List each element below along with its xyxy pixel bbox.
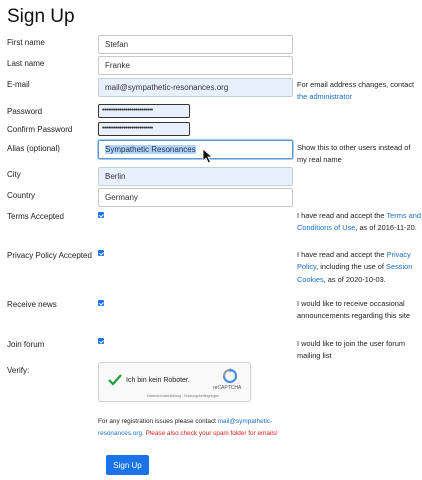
captcha-text: Ich bin kein Roboter.: [126, 377, 190, 384]
forum-label: Join forum: [7, 340, 45, 349]
alias-input[interactable]: [98, 140, 293, 159]
terms-checkbox[interactable]: [98, 212, 104, 218]
news-checkbox[interactable]: [98, 300, 104, 306]
privacy-policy-link[interactable]: Privacy Policy: [297, 250, 411, 272]
city-input[interactable]: Berlin: [98, 167, 293, 186]
terms-help-pre: I have read and accept the: [297, 211, 387, 220]
alias-label: Alias (optional): [7, 144, 60, 153]
session-cookies-link[interactable]: Session Cookies: [297, 262, 413, 284]
city-label: City: [7, 170, 21, 179]
last-name-input[interactable]: Franke: [98, 56, 293, 75]
terms-help-post: , as of 2016-11-20.: [355, 223, 417, 233]
alias-help: Show this to other users instead of my real name: [297, 143, 411, 165]
news-help: I would like to receive occasional announcements regarding this site: [297, 299, 410, 321]
password-input[interactable]: ••••••••••••••••••••••••••: [98, 104, 190, 118]
last-name-label: Last name: [7, 59, 45, 68]
captcha-brand: reCAPTCHA: [213, 385, 242, 391]
privacy-label: Privacy Policy Accepted: [7, 251, 92, 260]
registration-note: [98, 416, 298, 440]
terms-link[interactable]: Terms and Conditions of Use: [297, 211, 421, 233]
news-label: Receive news: [7, 300, 57, 309]
email-label: E-mail: [7, 80, 30, 89]
first-name-input[interactable]: Stefan: [98, 35, 293, 54]
captcha-footer: Datenschutzerklärung - Nutzungsbedingungen: [147, 394, 220, 398]
privacy-help-mid: , including the use of: [316, 262, 387, 272]
password-label: Password: [7, 107, 43, 116]
privacy-help-post: , as of 2020-10-03.: [323, 274, 386, 284]
verify-label: Verify:: [7, 366, 30, 375]
recaptcha-logo-icon: [221, 368, 239, 384]
administrator-link[interactable]: the administrator: [297, 92, 353, 102]
email-help-text: For email address changes, contact: [297, 80, 415, 89]
alias-value: Sympathetic Resonances: [105, 145, 196, 154]
email-help: [297, 79, 421, 104]
sign-up-button[interactable]: Sign Up: [106, 455, 149, 475]
contact-email-link[interactable]: mail@sympathetic-resonances.org: [98, 418, 273, 437]
terms-label: Terms Accepted: [7, 212, 64, 221]
privacy-help: [297, 249, 421, 286]
checkmark-icon[interactable]: [108, 374, 122, 386]
confirm-password-label: Confirm Password: [7, 125, 73, 134]
page-title: Sign Up: [7, 6, 75, 27]
first-name-label: First name: [7, 38, 45, 47]
confirm-password-input[interactable]: ••••••••••••••••••••••••••: [98, 122, 190, 136]
terms-help: [297, 210, 421, 235]
mouse-cursor-icon: [202, 148, 214, 164]
forum-help: I would like to join the user forum mailing list: [297, 339, 406, 361]
email-input[interactable]: mail@sympathetic-resonances.org: [98, 78, 293, 97]
forum-checkbox[interactable]: [98, 338, 104, 344]
privacy-help-pre: I have read and accept the: [297, 250, 387, 259]
spam-warning: . Please also check your spam folder for emails!: [142, 430, 278, 437]
country-input[interactable]: Germany: [98, 188, 293, 207]
recaptcha-widget: [98, 362, 251, 402]
note-text: For any registration issues please contact: [98, 418, 218, 425]
country-label: Country: [7, 191, 36, 200]
privacy-checkbox[interactable]: [98, 250, 104, 256]
